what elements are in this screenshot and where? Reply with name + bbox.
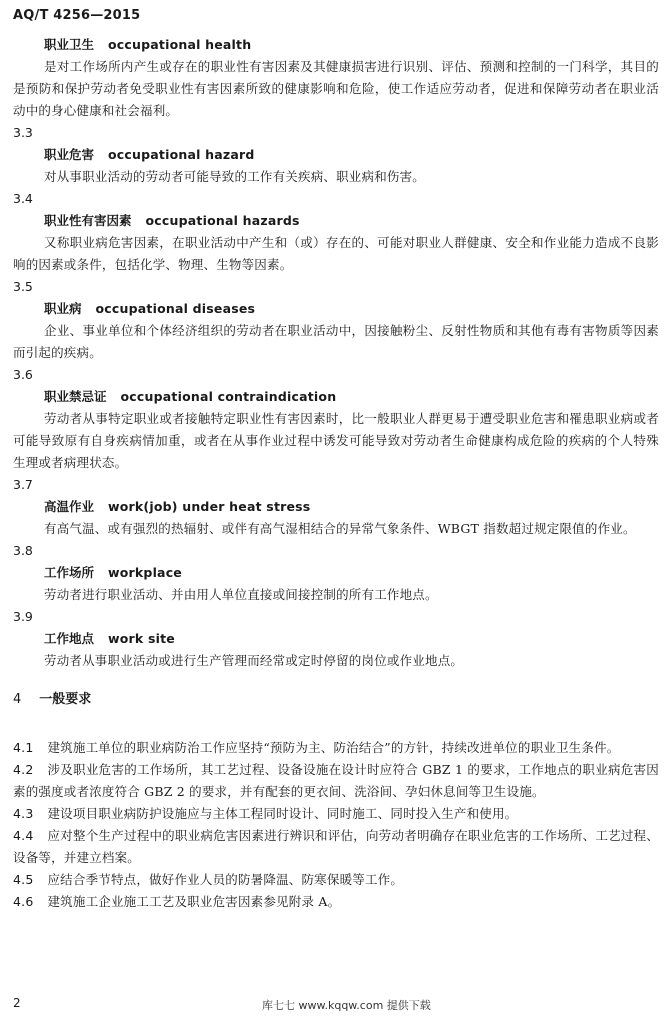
- clause-text: 建筑施工单位的职业病防治工作应坚持“预防为主、防治结合”的方针，持续改进单位的职业卫生条件。: [47, 740, 620, 755]
- term-zh: 职业病: [44, 301, 82, 316]
- term-number: 3.4: [13, 191, 33, 206]
- clause: [13, 803, 659, 825]
- term-en: work(job) under heat stress: [108, 499, 311, 514]
- term-en: work site: [108, 631, 175, 646]
- document-body: [13, 34, 659, 913]
- term-zh: 职业卫生: [44, 37, 95, 52]
- term-zh: 工作地点: [44, 631, 95, 646]
- term-definition: 是对工作场所内产生或存在的职业性有害因素及其健康损害进行识别、评估、预测和控制的一门科学，其目的是预防和保护劳动者免受职业性有害因素所致的健康影响和危险，使工作适应劳动者，促进和保障劳动者在职业活动中的身心健康和社会福利。: [13, 59, 659, 118]
- section-number: 4: [13, 692, 22, 707]
- term-number: 3.3: [13, 125, 33, 140]
- clause-text: 应结合季节特点，做好作业人员的防暑降温、防寒保暖等工作。: [47, 872, 404, 887]
- term-heading: [13, 562, 659, 584]
- term-number: 3.9: [13, 609, 33, 624]
- term-heading: [13, 298, 659, 320]
- clause: [13, 869, 659, 891]
- clause: [13, 891, 659, 913]
- term-definition: 劳动者进行职业活动、并由用人单位直接或间接控制的所有工作地点。: [44, 587, 438, 602]
- clause-text: 建筑施工企业施工工艺及职业危害因素参见附录 A。: [47, 894, 341, 909]
- term-en: occupational contraindication: [120, 389, 337, 404]
- clause-text: 建设项目职业病防护设施应与主体工程同时设计、同时施工、同时投入生产和使用。: [47, 806, 518, 821]
- term-definition: 有高气温、或有强烈的热辐射、或伴有高气湿相结合的异常气象条件、WBGT 指数超过规定限值的作业。: [44, 521, 636, 536]
- download-watermark: 库七七 www.kqqw.com 提供下载: [262, 999, 431, 1012]
- term-zh: 职业性有害因素: [44, 213, 132, 228]
- clause-number: 4.2: [13, 762, 34, 777]
- clause-number: 4.3: [13, 806, 34, 821]
- clause: [13, 759, 659, 803]
- term-heading: [13, 386, 659, 408]
- clause-number: 4.1: [13, 740, 34, 755]
- standard-code-header: AQ/T 4256—2015: [13, 8, 141, 23]
- term-zh: 高温作业: [44, 499, 95, 514]
- clause-text: 涉及职业危害的工作场所，其工艺过程、设备设施在设计时应符合 GBZ 1 的要求，工作地点的职业病危害因素的强度或者浓度符合 GBZ 2 的要求，并有配套的更衣间、洗浴间、孕妇休息间等卫生设施。: [13, 762, 659, 799]
- clause: [13, 737, 659, 759]
- term-zh: 职业禁忌证: [44, 389, 107, 404]
- term-number: 3.6: [13, 367, 33, 382]
- term-number: 3.8: [13, 543, 33, 558]
- clause: [13, 825, 659, 869]
- term-heading: [13, 144, 659, 166]
- term-en: workplace: [108, 565, 182, 580]
- clause-number: 4.5: [13, 872, 34, 887]
- term-heading: [13, 496, 659, 518]
- clause-number: 4.6: [13, 894, 34, 909]
- term-heading: [13, 210, 659, 232]
- term-en: occupational diseases: [95, 301, 256, 316]
- term-heading: [13, 628, 659, 650]
- term-heading: [13, 34, 659, 56]
- clause-text: 应对整个生产过程中的职业病危害因素进行辨识和评估，向劳动者明确存在职业危害的工作场所、工艺过程、设备等，并建立档案。: [13, 828, 659, 865]
- term-number: 3.7: [13, 477, 33, 492]
- section-title: 一般要求: [39, 692, 92, 707]
- section-heading: [13, 689, 659, 711]
- term-zh: 职业危害: [44, 147, 95, 162]
- term-definition: 又称职业病危害因素，在职业活动中产生和（或）存在的、可能对职业人群健康、安全和作业能力造成不良影响的因素或条件，包括化学、物理、生物等因素。: [13, 235, 659, 272]
- page-number: 2: [13, 996, 21, 1010]
- term-zh: 工作场所: [44, 565, 95, 580]
- term-definition: 对从事职业活动的劳动者可能导致的工作有关疾病、职业病和伤害。: [44, 169, 426, 184]
- term-definition: 劳动者从事特定职业或者接触特定职业性有害因素时，比一般职业人群更易于遭受职业危害和罹患职业病或者可能导致原有自身疾病情加重，或者在从事作业过程中诱发可能导致对劳动者生命健康构成危险的疾病的个人特殊生理或者病理状态。: [13, 411, 659, 470]
- term-en: occupational hazard: [108, 147, 255, 162]
- term-definition: 企业、事业单位和个体经济组织的劳动者在职业活动中，因接触粉尘、反射性物质和其他有毒有害物质等因素而引起的疾病。: [13, 323, 659, 360]
- term-definition: 劳动者从事职业活动或进行生产管理而经常或定时停留的岗位或作业地点。: [44, 653, 464, 668]
- term-number: 3.5: [13, 279, 33, 294]
- clause-number: 4.4: [13, 828, 34, 843]
- term-en: occupational health: [108, 37, 252, 52]
- term-en: occupational hazards: [145, 213, 300, 228]
